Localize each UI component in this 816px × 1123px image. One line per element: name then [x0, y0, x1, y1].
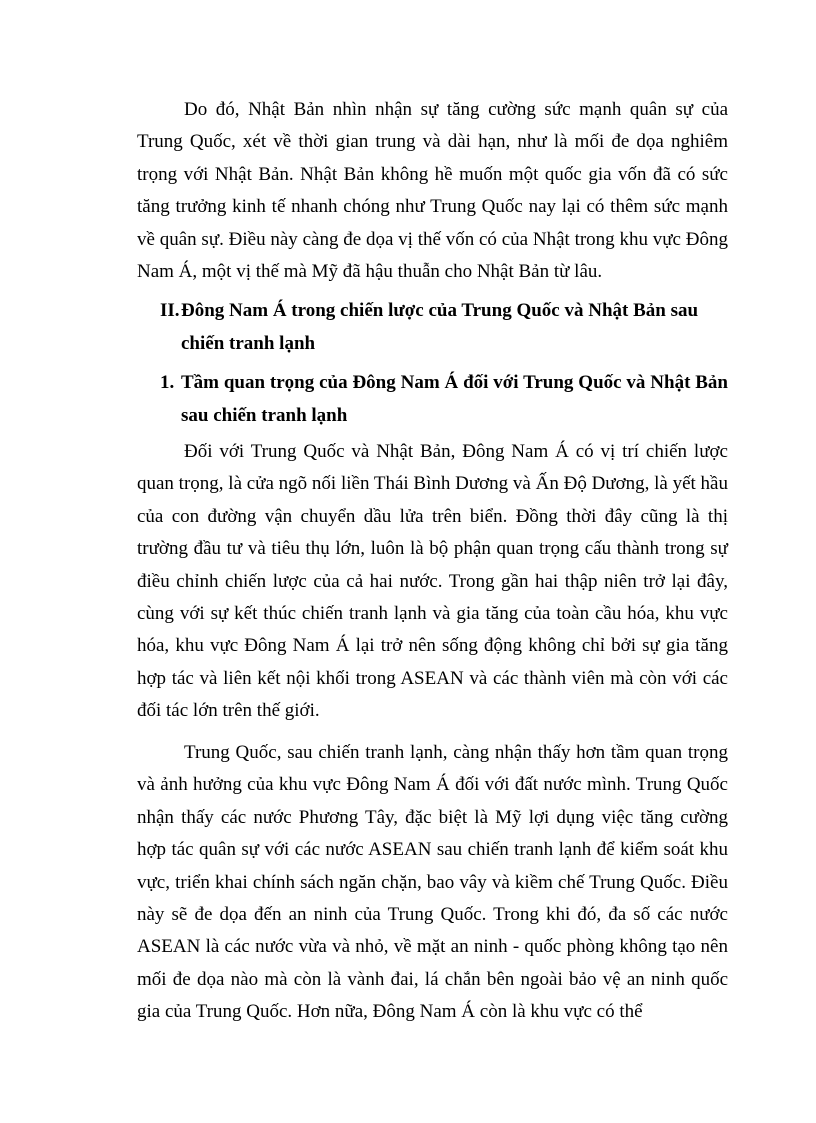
subsection-heading-1: [160, 366, 728, 432]
subsection-title: Tầm quan trọng của Đông Nam Á đối với Trung Quốc và Nhật Bản sau chiến tranh lạnh: [181, 372, 728, 426]
paragraph-japan-view: Do đó, Nhật Bản nhìn nhận sự tăng cường sức mạnh quân sự của Trung Quốc, xét về thời gian trung và dài hạn, như là mối đe dọa nghiêm trọng với Nhật Bản. Nhật Bản không hề muốn một quốc gia vốn đã có sức tăng trưởng kinh tế nhanh chóng như Trung Quốc nay lại có thêm sức mạnh về quân sự. Điều này càng đe dọa vị thế vốn có của Nhật trong khu vực Đông Nam Á, một vị thế mà Mỹ đã hậu thuẫn cho Nhật Bản từ lâu.: [137, 99, 728, 283]
paragraph-strategic-importance: Đối với Trung Quốc và Nhật Bản, Đông Nam Á có vị trí chiến lược quan trọng, là cửa ngõ nối liền Thái Bình Dương và Ấn Độ Dương, là yết hầu của con đường vận chuyển dầu lửa trên biển. Đồng thời đây cũng là thị trường đầu tư và tiêu thụ lớn, luôn là bộ phận quan trọng cấu thành trong sự điều chỉnh chiến lược của cả hai nước. Trong gần hai thập niên trở lại đây, cùng với sự kết thúc chiến tranh lạnh và gia tăng của toàn cầu hóa, khu vực hóa, khu vực Đông Nam Á lại trở nên sống động không chỉ bởi sự gia tăng hợp tác và liên kết nội khối trong ASEAN và các thành viên mà còn với các đối tác lớn trên thế giới.: [137, 441, 728, 722]
paragraph-china-view: Trung Quốc, sau chiến tranh lạnh, càng nhận thấy hơn tầm quan trọng và ảnh hưởng của khu vực Đông Nam Á đối với đất nước mình. Trung Quốc nhận thấy các nước Phương Tây, đặc biệt là Mỹ lợi dụng việc tăng cường hợp tác quân sự với các nước ASEAN sau chiến tranh lạnh để kiểm soát khu vực, triển khai chính sách ngăn chặn, bao vây và kiềm chế Trung Quốc. Điều này sẽ đe dọa đến an ninh của Trung Quốc. Trong khi đó, đa số các nước ASEAN là các nước vừa và nhỏ, về mặt an ninh - quốc phòng không tạo nên mối đe dọa nào mà còn là vành đai, lá chắn bên ngoài bảo vệ an ninh quốc gia của Trung Quốc. Hơn nữa, Đông Nam Á còn là khu vực có thể: [137, 742, 728, 1023]
section-title: Đông Nam Á trong chiến lược của Trung Quốc và Nhật Bản sau chiến tranh lạnh: [181, 300, 699, 354]
section-number: II.: [160, 300, 180, 321]
section-heading-2: [160, 294, 728, 360]
subsection-number: 1.: [160, 372, 175, 393]
